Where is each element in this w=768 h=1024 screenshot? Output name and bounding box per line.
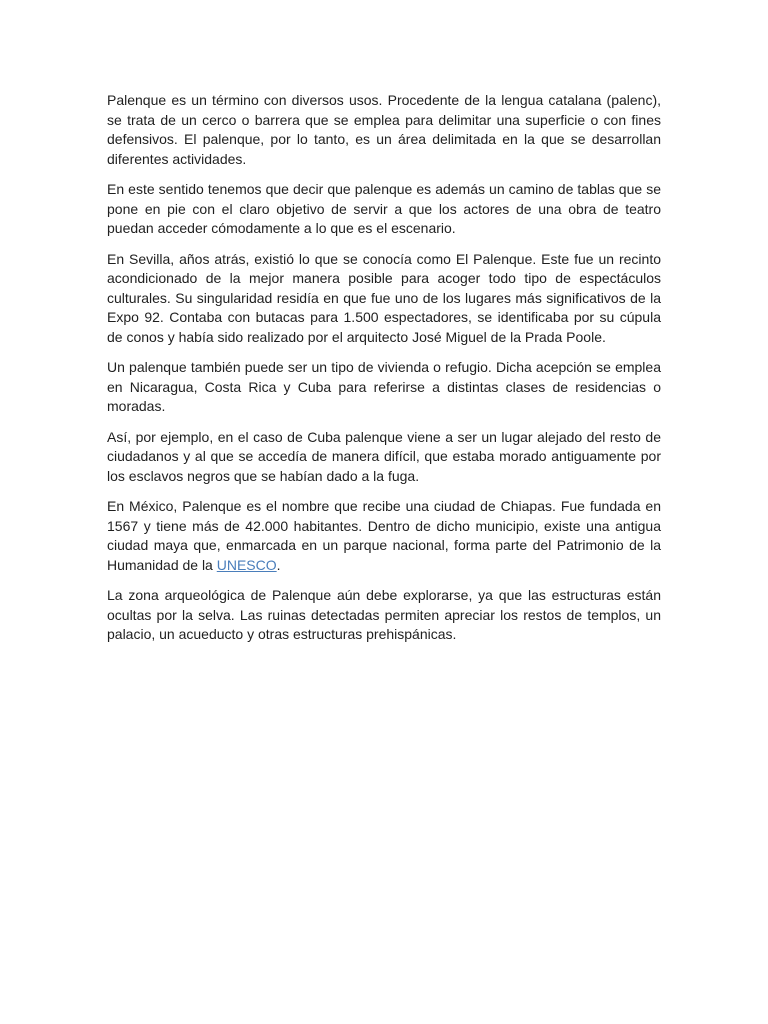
paragraph-dwelling: Un palenque también puede ser un tipo de vivienda o refugio. Dicha acepción se emplea en Nicaragua, Costa Rica y Cuba para referirse a distintas clases de residencias o moradas. (107, 359, 661, 414)
paragraph-sevilla: En Sevilla, años atrás, existió lo que se conocía como El Palenque. Este fue un recinto acondicionado de la mejor manera posible para acoger todo tipo de espectáculos culturales. Su singularidad residía en que fue uno de los lugares más significativos de la Expo 92. Contaba con butacas para 1.500 espectadores, se identificaba por su cúpula de conos y había sido realizado por el arquitecto José Miguel de la Prada Poole. (107, 250, 661, 345)
paragraph-mexico (107, 497, 661, 575)
paragraph-mexico-text: En México, Palenque es el nombre que recibe una ciudad de Chiapas. Fue fundada en 1567 y tiene más de 42.000 habitantes. Dentro de dicho municipio, existe una antigua ciudad maya que, enmarcada en un parque nacional, forma parte del Patrimonio de la Humanidad de la (107, 498, 661, 573)
paragraph-theater: En este sentido tenemos que decir que palenque es además un camino de tablas que se pone en pie con el claro objetivo de servir a que los actores de una obra de teatro puedan acceder cómodamente a lo que es el escenario. (107, 181, 661, 236)
paragraph-cuba: Así, por ejemplo, en el caso de Cuba palenque viene a ser un lugar alejado del resto de ciudadanos y al que se accedía de manera difícil, que estaba morado antiguamente por los esclavos negros que se habían dado a la fuga. (107, 428, 661, 484)
document-body (107, 91, 661, 656)
paragraph-mexico-suffix: . (276, 556, 281, 573)
unesco-link[interactable]: UNESCO (216, 556, 277, 573)
paragraph-definition: Palenque es un término con diversos usos. Procedente de la lengua catalana (palenc), se trata de un cerco o barrera que se emplea para delimitar una superficie o con fines defensivos. El palenque, por lo tanto, es un área delimitada en la que se desarrollan diferentes actividades. (107, 92, 661, 167)
paragraph-archaeology: La zona arqueológica de Palenque aún debe explorarse, ya que las estructuras están ocultas por la selva. Las ruinas detectadas permiten apreciar los restos de templos, un palacio, un acueducto y otras estructuras prehispánicas. (107, 587, 661, 642)
